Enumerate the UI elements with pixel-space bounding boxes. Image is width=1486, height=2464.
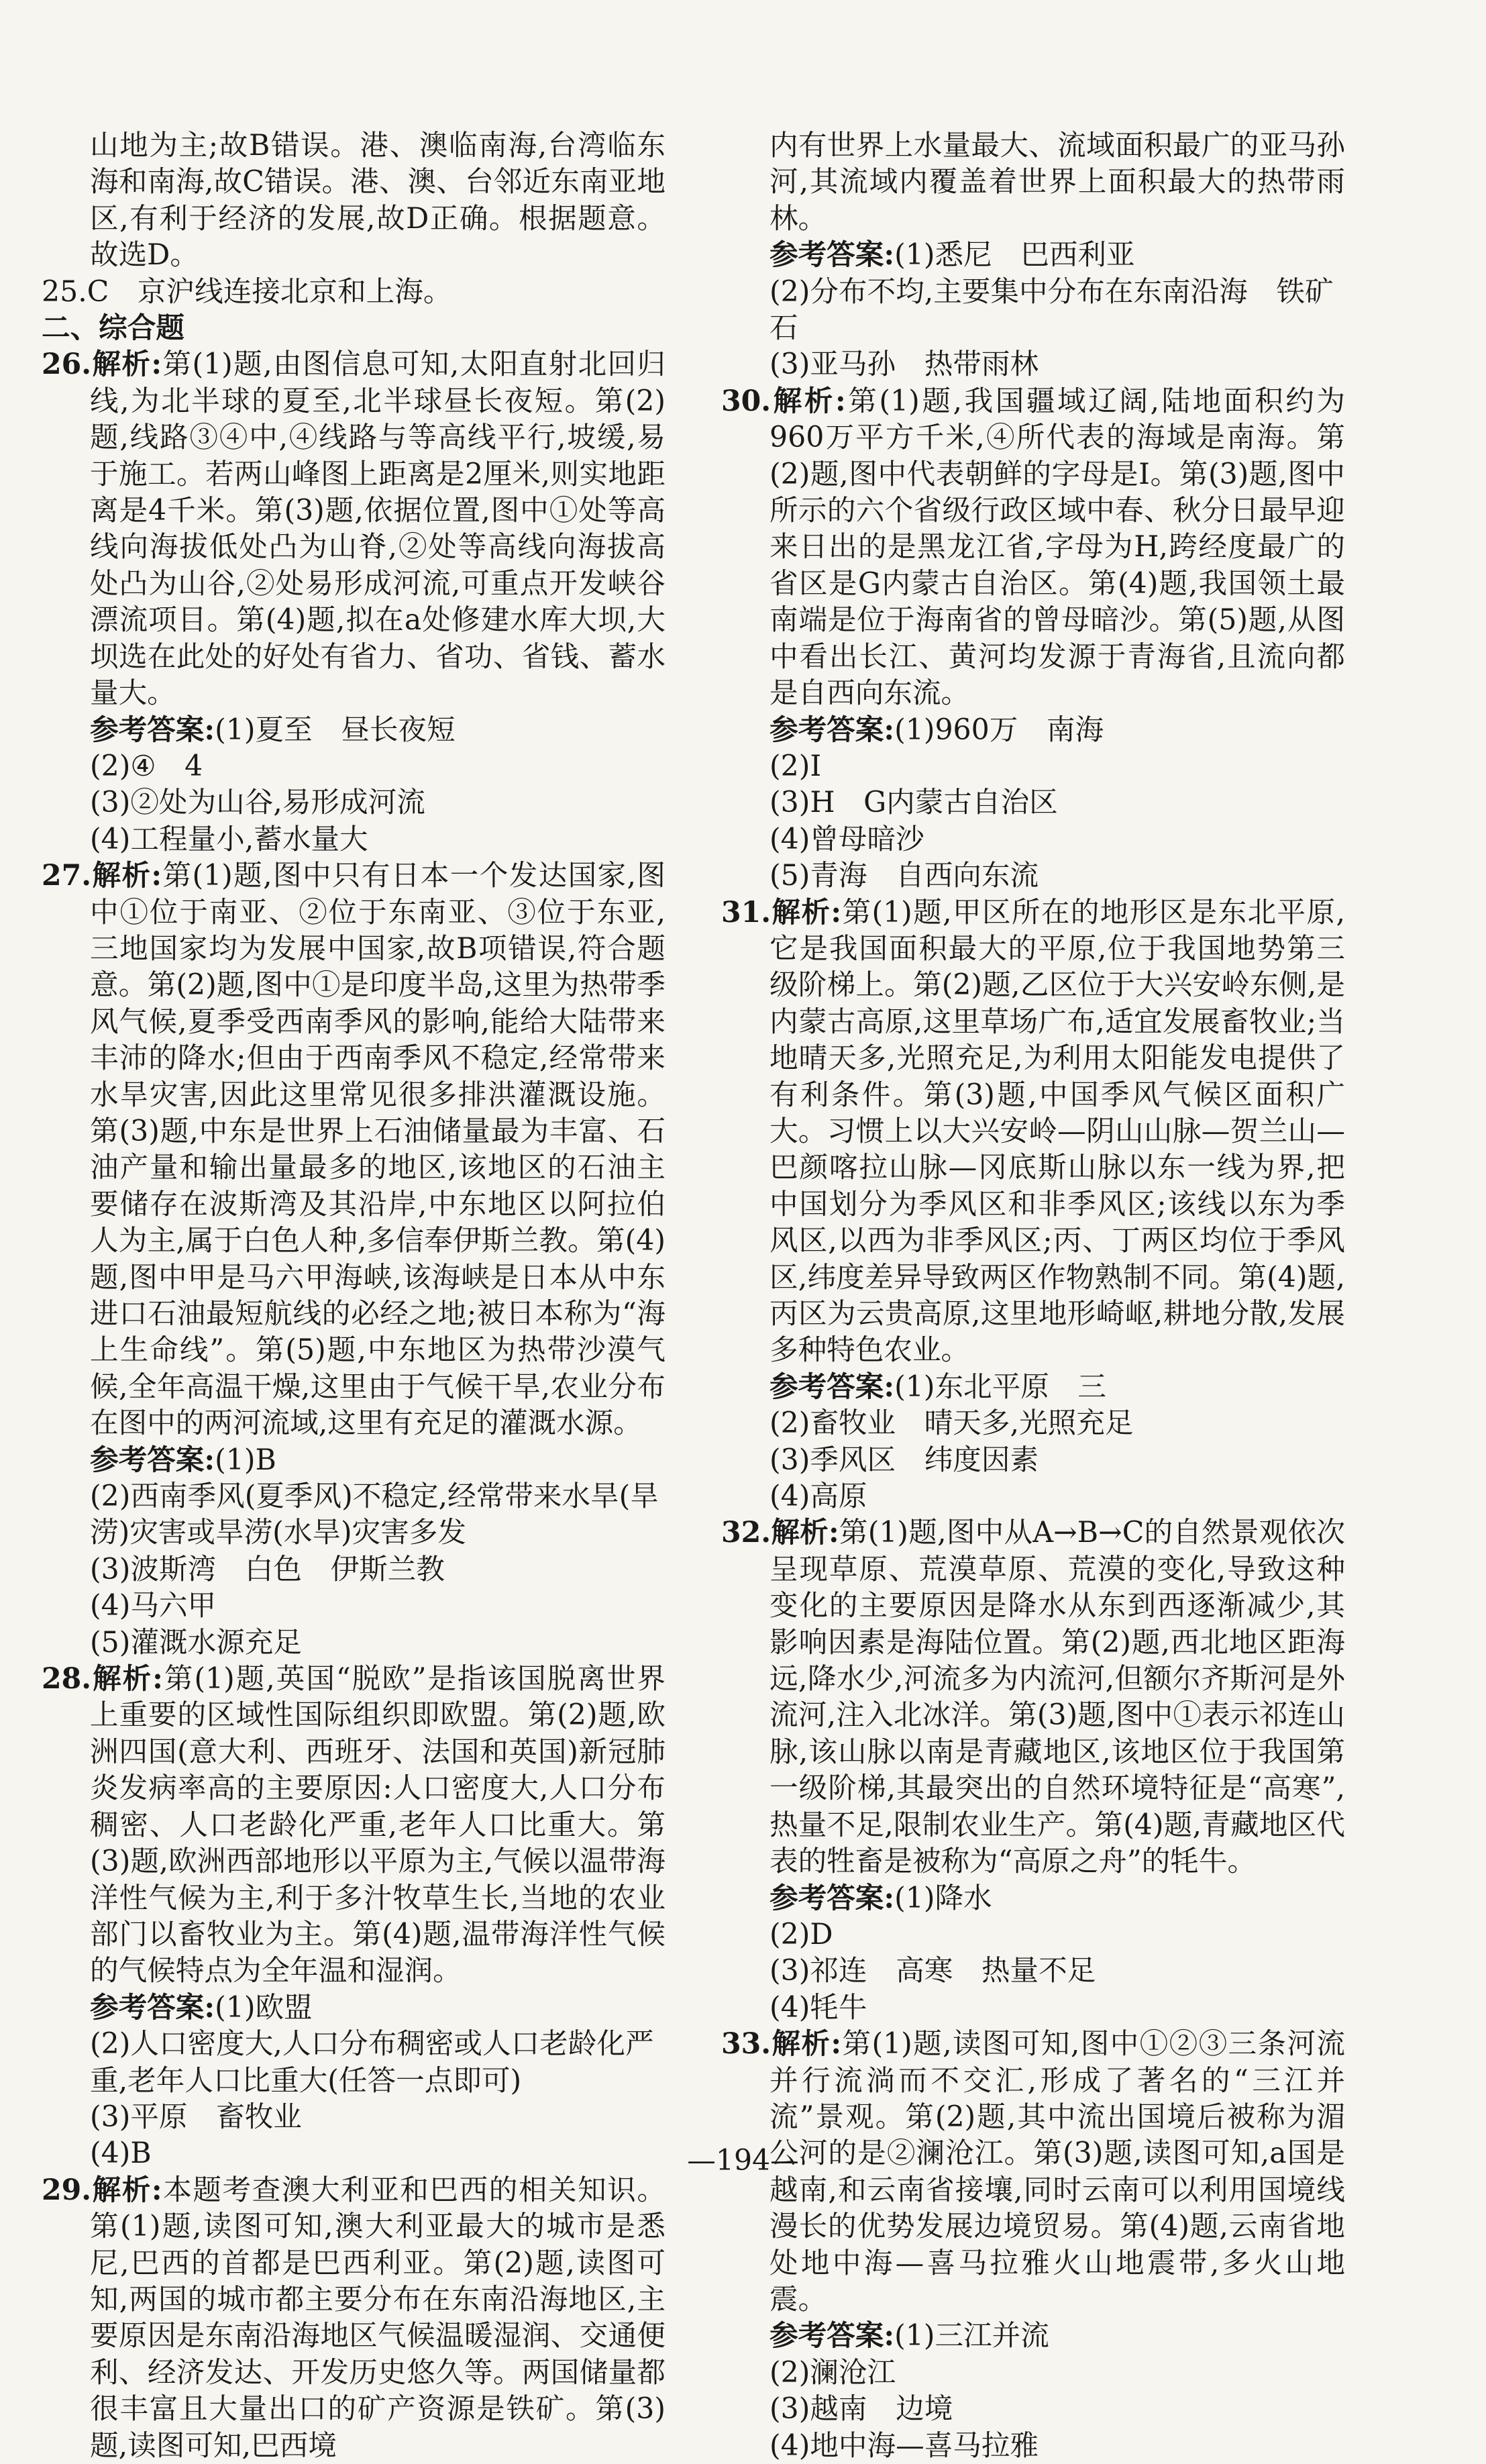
analysis-text: 第(1)题,甲区所在的地形区是东北平原,它是我国面积最大的平原,位于我国地势第三级阶梯上。第(2)题,乙区位于大兴安岭东侧,是内蒙古高原,这里草场广布,适宜发展畜牧业;当地晴天多,光照充足,为利用太阳能发电提供了有利条件。第(3)题,中国季风气候区面积广大。习惯上以大兴安岭—阴山山脉—贺兰山—巴颜喀拉山脉—冈底斯山脉以东一线为界,把中国划分为季风区和非季风区;该线以东为季风区,以西为非季风区;丙、丁两区均位于季风区,纬度差异导致两区作物熟制不同。第(4)题,丙区为云贵高原,这里地形崎岖,耕地分散,发展多种特色农业。: [769, 895, 1345, 1368]
answer-label: 参考答案:: [90, 713, 215, 747]
question-31: [721, 894, 1345, 1515]
answer-line: (3)平原 畜牧业: [90, 2100, 302, 2134]
analysis-label: 解析:: [91, 348, 162, 382]
analysis: [42, 858, 666, 1442]
question-27: [42, 858, 666, 1661]
answer-line: 参考答案:(1)夏至 昼长夜短: [90, 713, 456, 747]
answer-label: 参考答案:: [769, 713, 895, 747]
answer-line: (4)曾母暗沙: [769, 822, 924, 856]
analysis-text: 第(1)题,英国“脱欧”是指该国脱离世界上重要的区域性国际组织即欧盟。第(2)题,欧洲四国(意大利、西班牙、法国和英国)新冠肺炎发病率高的主要原因:人口密度大,人口分布稠密、人口老龄化严重,老年人口比重大。第(3)题,欧洲西部地形以平原为主,气候以温带海洋性气候为主,利于多汁牧草生长,当地的农业部门以畜牧业为主。第(4)题,温带海洋性气候的气候特点为全年温和湿润。: [90, 1662, 666, 1988]
question-29: [42, 2172, 666, 2464]
question-number: 33.: [721, 2027, 772, 2061]
page-number: —194—: [687, 2144, 799, 2177]
question-text: 京沪线连接北京和上海。: [109, 274, 452, 309]
question-32: [721, 1515, 1345, 2026]
continued-paragraph: 内有世界上水量最大、流域面积最广的亚马孙河,其流域内覆盖着世界上面积最大的热带雨林。: [769, 129, 1345, 236]
question-28: [42, 1661, 666, 2172]
answer-line: (2)④ 4: [90, 749, 203, 783]
question-number: 32.: [721, 1516, 772, 1550]
continued-paragraph: 山地为主;故B错误。港、澳临南海,台湾临东海和南海,故C错误。港、澳、台邻近东南亚地区,有利于经济的发展,故D正确。根据题意。故选D。: [90, 129, 666, 272]
answer-line: 参考答案:(1)三江并流: [769, 2319, 1049, 2353]
answer-line: (5)青海 自西向东流: [769, 859, 1039, 893]
analysis-text: 第(1)题,由图信息可知,太阳直射北回归线,为北半球的夏至,北半球昼长夜短。第(2)题,线路③④中,④线路与等高线平行,坡缓,易于施工。若两山峰图上距离是2厘米,则实地距离是4千米。第(3)题,依据位置,图中①处等高线向海拔低处凸为山脊,②处等高线向海拔高处凸为山谷,②处易形成河流,可重点开发峡谷漂流项目。第(4)题,拟在a处修建水库大坝,大坝选在此处的好处有省力、省功、省钱、蓄水量大。: [90, 348, 666, 711]
answer-line: (3)H G内蒙古自治区: [769, 786, 1058, 820]
answer-line: (3)波斯湾 白色 伊斯兰教: [90, 1552, 445, 1586]
answer-line: (2)畜牧业 晴天多,光照充足: [769, 1406, 1134, 1441]
question-number: 31.: [721, 895, 772, 929]
answer-line: (4)工程量小,蓄水量大: [90, 822, 368, 856]
answer-label: 参考答案:: [90, 1990, 215, 2024]
question-number: 30.: [721, 384, 772, 418]
answer-line: 参考答案:(1)欧盟: [90, 1990, 313, 2024]
question-25: [42, 274, 666, 310]
answer-line: (4)B: [90, 2137, 152, 2171]
answer-line: (4)高原: [769, 1480, 867, 1514]
analysis-label: 解析:: [91, 2173, 162, 2207]
answer-line: (4)牦牛: [769, 1990, 867, 2024]
analysis: [42, 2172, 666, 2464]
analysis-text: 第(1)题,读图可知,图中①②③三条河流并行流淌而不交汇,形成了著名的“三江并流”景观。第(2)题,其中流出国境后被称为湄公河的是②澜沧江。第(3)题,读图可知,a国是越南,和云南省接壤,同时云南可以利用国境线漫长的优势发展边境贸易。第(4)题,云南省地处地中海—喜马拉雅火山地震带,多火山地震。: [769, 2027, 1345, 2316]
analysis-label: 解析:: [91, 859, 162, 893]
analysis-label: 解析:: [771, 384, 846, 418]
analysis-label: 解析:: [771, 1516, 839, 1550]
analysis-label: 解析:: [771, 2027, 842, 2061]
analysis: [721, 1515, 1345, 1880]
question-number: 28.: [42, 1662, 92, 1696]
answer-line: (3)季风区 纬度因素: [769, 1443, 1039, 1477]
answer-line: (3)②处为山谷,易形成河流: [90, 786, 425, 820]
answer-label: 参考答案:: [90, 1443, 215, 1477]
answer-line: 参考答案:(1)悉尼 巴西利亚: [769, 238, 1135, 272]
answer-line: (3)祁连 高寒 热量不足: [769, 1954, 1096, 1988]
answer-line: (3)亚马孙 热带雨林: [769, 348, 1039, 382]
answer-label: 参考答案:: [769, 1370, 895, 1404]
answer-label: 参考答案:: [769, 1881, 895, 1915]
answer-line: (2)I: [769, 749, 822, 783]
answer-line: (2)D: [769, 1917, 833, 1951]
question-number: 27.: [42, 859, 92, 893]
analysis: [721, 894, 1345, 1369]
answer-line: (4)马六甲: [90, 1589, 217, 1623]
analysis: [42, 346, 666, 711]
section-title: 二、综合题: [42, 311, 184, 346]
analysis-text: 第(1)题,图中只有日本一个发达国家,图中①位于南亚、②位于东南亚、③位于东亚,三地国家均为发展中国家,故B项错误,符合题意。第(2)题,图中①是印度半岛,这里为热带季风气候,夏季受西南季风的影响,能给大陆带来丰沛的降水;但由于西南季风不稳定,经常带来水旱灾害,因此这里常见很多排洪灌溉设施。第(3)题,中东是世界上石油储量最为丰富、石油产量和输出量最多的地区,该地区的石油主要储存在波斯湾及其沿岸,中东地区以阿拉伯人为主,属于白色人种,多信奉伊斯兰教。第(4)题,图中甲是马六甲海峡,该海峡是日本从中东进口石油最短航线的必经之地;被日本称为“海上生命线”。第(5)题,中东地区为热带沙漠气候,全年高温干燥,这里由于气候干旱,农业分布在图中的两河流域,这里有充足的灌溉水源。: [90, 859, 666, 1441]
answer-line: (2)西南季风(夏季风)不稳定,经常带来水旱(旱涝)灾害或旱涝(水旱)灾害多发: [90, 1480, 659, 1550]
analysis-text: 本题考查澳大利亚和巴西的相关知识。第(1)题,读图可知,澳大利亚最大的城市是悉尼,巴西的首都是巴西利亚。第(2)题,读图可知,两国的城市都主要分布在东南沿海地区,主要原因是东南沿海地区气候温暖湿润、交通便利、经济发达、开发历史悠久等。两国储量都很丰富且大量出口的矿产资源是铁矿。第(3)题,读图可知,巴西境: [90, 2173, 666, 2463]
analysis: [721, 383, 1345, 712]
answer-line: (4)地中海—喜马拉雅: [769, 2428, 1039, 2463]
answer-line: (2)人口密度大,人口分布稠密或人口老龄化严重,老年人口比重大(任答一点即可): [90, 2027, 654, 2098]
answer-label: 参考答案:: [769, 2319, 895, 2353]
answer-line: (2)澜沧江: [769, 2355, 896, 2390]
answer-line: (2)分布不均,主要集中分布在东南沿海 铁矿石: [769, 274, 1334, 346]
answer-line: 参考答案:(1)东北平原 三: [769, 1370, 1107, 1404]
left-column: [42, 127, 666, 2464]
question-number: 29.: [42, 2173, 92, 2207]
answer-line: (3)越南 边境: [769, 2392, 953, 2426]
question-33: [721, 2026, 1345, 2464]
question-number: 26.: [42, 348, 92, 382]
answer-line: (5)灌溉水源充足: [90, 1625, 302, 1659]
answer-line: 参考答案:(1)降水: [769, 1881, 992, 1915]
question-26: [42, 346, 666, 858]
analysis-label: 解析:: [771, 895, 842, 929]
analysis-label: 解析:: [91, 1662, 163, 1696]
right-column: [721, 127, 1345, 2464]
analysis-text: 第(1)题,图中从A→B→C的自然景观依次呈现草原、荒漠草原、荒漠的变化,导致这种变化的主要原因是降水从东到西逐渐减少,其影响因素是海陆位置。第(2)题,西北地区距海远,降水少,河流多为内流河,但额尔齐斯河是外流河,注入北冰洋。第(3)题,图中①表示祁连山脉,该山脉以南是青藏地区,该地区位于我国第一级阶梯,其最突出的自然环境特征是“高寒”,热量不足,限制农业生产。第(4)题,青藏地区代表的牲畜是被称为“高原之舟”的牦牛。: [769, 1516, 1345, 1879]
analysis: [42, 1661, 666, 1990]
answer-label: 参考答案:: [769, 238, 895, 272]
answer-line: 参考答案:(1)960万 南海: [769, 713, 1104, 747]
answer-line: 参考答案:(1)B: [90, 1443, 276, 1477]
question-30: [721, 383, 1345, 894]
question-number: 25.C: [42, 274, 109, 309]
analysis-text: 第(1)题,我国疆域辽阔,陆地面积约为960万平方千米,④所代表的海域是南海。第(2)题,图中代表朝鲜的字母是I。第(3)题,图中所示的六个省级行政区域中春、秋分日最早迎来日出的是黑龙江省,字母为H,跨经度最广的省区是G内蒙古自治区。第(4)题,我国领土最南端是位于海南省的曾母暗沙。第(5)题,从图中看出长江、黄河均发源于青海省,且流向都是自西向东流。: [769, 384, 1345, 711]
